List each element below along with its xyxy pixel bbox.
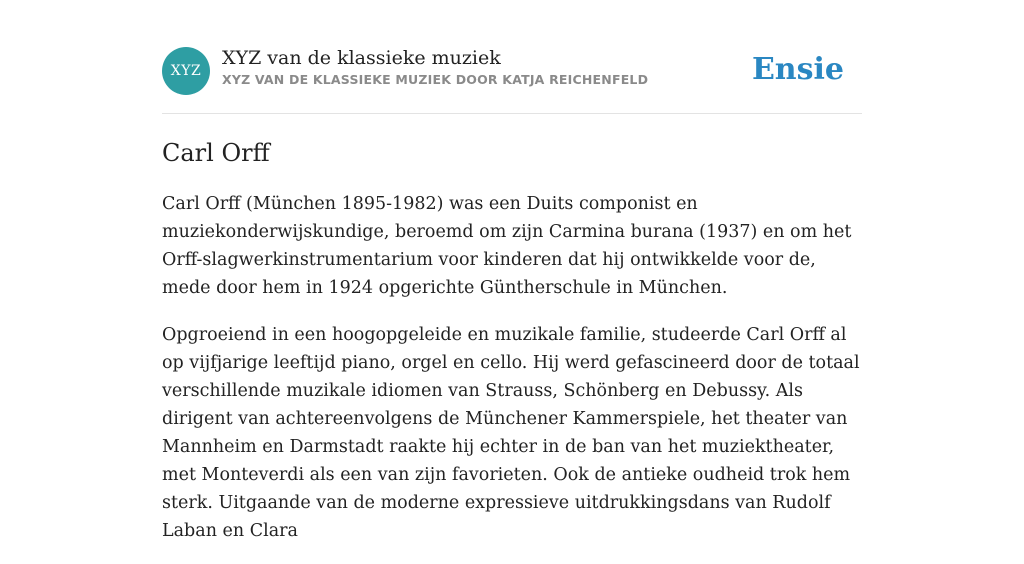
brand-logo[interactable]: Ensie: [751, 52, 844, 87]
site-avatar[interactable]: XYZ: [162, 47, 210, 95]
site-titles: [222, 46, 648, 87]
article-paragraph: Carl Orff (München 1895-1982) was een Duits componist en muziekonderwijskundige, beroemd om zijn Carmina burana (1937) en om het Orff-slagwerkinstrumentarium voor kinderen dat hij ontwikkelde voor de, mede door hem in 1924 opgerichte Güntherschule in München.: [162, 194, 852, 298]
page-container: [162, 0, 862, 541]
site-header: [162, 0, 862, 114]
article-body: [162, 190, 862, 564]
article-title: Carl Orff: [162, 139, 270, 167]
article-paragraph: Opgroeiend in een hoogopgeleide en muzikale familie, studeerde Carl Orff al op vijfjarige leeftijd piano, orgel en cello. Hij werd gefascineerd door de totaal verschillende muzikale idiomen van Strauss, Schönberg en Debussy. Als dirigent van achtereenvolgens de Münchener Kammerspiele, het theater van Mannheim en Darmstadt raakte hij echter in de ban van het muziektheater, met Monteverdi als een van zijn favorieten. Ook de antieke oudheid trok hem sterk. Uitgaande van de moderne expressieve uitdrukkingsdans van Rudolf Laban en Clara: [162, 325, 860, 541]
site-title[interactable]: XYZ van de klassieke muziek: [222, 47, 501, 69]
site-subtitle[interactable]: XYZ VAN DE KLASSIEKE MUZIEK DOOR KATJA REICHENFELD: [222, 72, 649, 87]
